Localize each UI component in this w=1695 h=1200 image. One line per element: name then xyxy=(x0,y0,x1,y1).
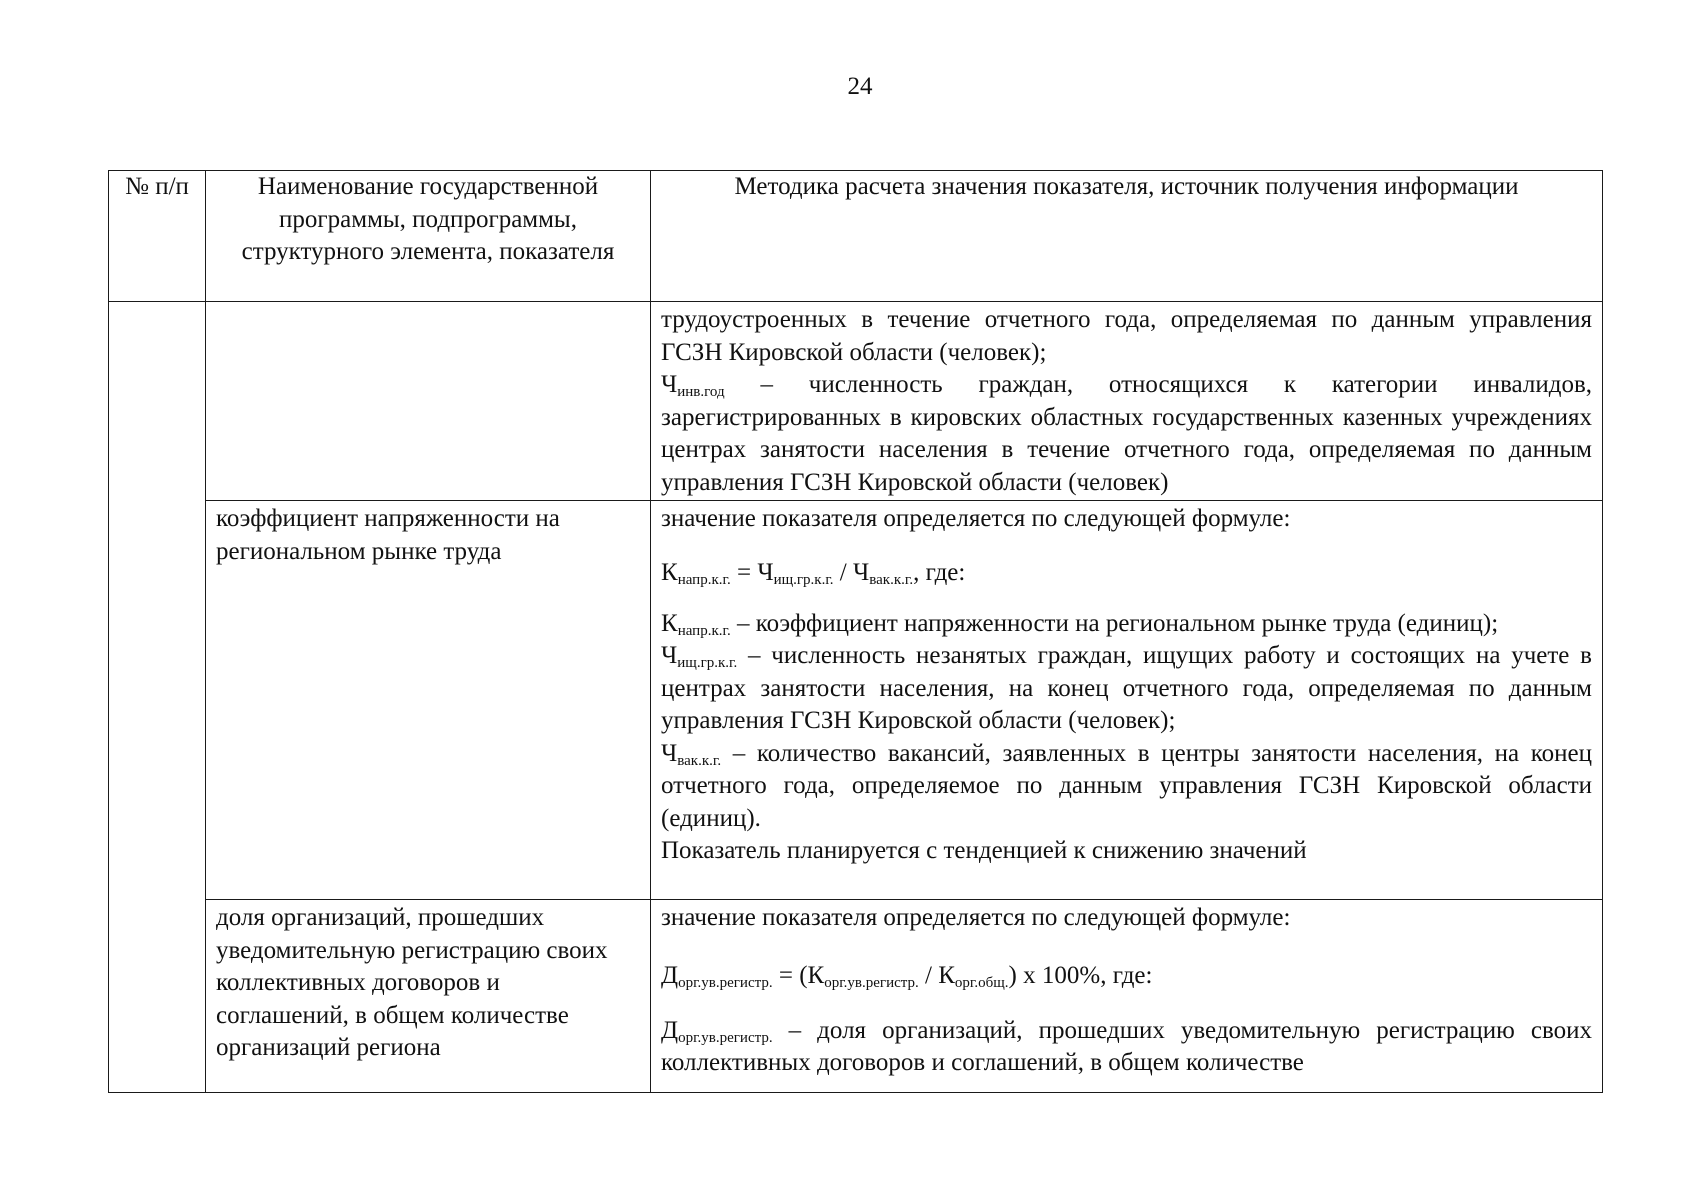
page-number: 24 xyxy=(847,73,873,100)
row2-definition-2: $Ч_{ищ.гр.к.г.}$ – численность незанятых граждан, ищущих работу и состоящих на учете в центрах занятости населения, на конец отчетного года, определяемая по данным управления ГСЗН Кировской области (человек); xyxy=(661,642,1592,734)
row3-intro: значение показателя определяется по следующей формуле: xyxy=(661,904,1291,931)
table-row xyxy=(109,302,1603,501)
table-header-row xyxy=(109,171,1603,302)
row2-definition-3: $Ч_{вак.к.г.}$ – количество вакансий, заявленных в центры занятости населения, на конец отчетного года, определяемое по данным управления ГСЗН Кировской области (единиц). xyxy=(661,739,1592,832)
table-row xyxy=(109,900,1603,1093)
row3-definition-1: $Д_{орг.ув.регистр.}$ – доля организаций, прошедших уведомительную регистрацию своих коллективных договоров и соглашений, в общем количестве xyxy=(661,1016,1592,1076)
row2-method-cell xyxy=(651,501,1603,900)
row2-note: Показатель планируется с тенденцией к снижению значений xyxy=(661,837,1307,864)
row2-name-cell xyxy=(206,501,651,900)
row2-name: коэффициент напряженности на региональном рынке труда xyxy=(216,505,560,565)
row2-intro: значение показателя определяется по следующей формуле: xyxy=(661,505,1291,532)
header-name: Наименование государственной программы, подпрограммы, структурного элемента, показателя xyxy=(206,171,651,302)
row1-paragraph-1: трудоустроенных в течение отчетного года, определяемая по данным управления ГСЗН Кировской области (человек); xyxy=(661,306,1592,366)
table-row xyxy=(109,501,1603,900)
symbol-subscript: инв.год xyxy=(677,384,725,400)
row-number-cell xyxy=(109,302,206,1093)
row3-formula: $Д_{орг.ув.регистр.} = (К_{орг.ув.регистр.} / К_{орг.общ.})$ х 100%, где: xyxy=(661,961,1153,991)
row1-name-cell xyxy=(206,302,651,501)
indicator-table xyxy=(108,170,1603,1093)
symbol-ch: Ч xyxy=(661,371,678,398)
row1-paragraph-2 xyxy=(661,369,1592,499)
header-number: № п/п xyxy=(109,171,206,302)
row2-definition-1: $К_{напр.к.г.}$ – коэффициент напряженности на региональном рынке труда (единиц); xyxy=(661,609,1499,639)
row3-name: доля организаций, прошедших уведомительную регистрацию своих коллективных договоров и соглашений, в общем количестве организаций региона xyxy=(216,904,608,1061)
row1-method-cell xyxy=(651,302,1603,501)
row3-name-cell xyxy=(206,900,651,1093)
definition-text: – численность граждан, относящихся к категории инвалидов, зарегистрированных в кировских областных государственных казенных учреждениях центрах занятости населения в течение отчетного года, определяемая по данным управления ГСЗН Кировской области (человек) xyxy=(661,371,1592,496)
header-method: Методика расчета значения показателя, источник получения информации xyxy=(651,171,1603,302)
row2-formula: $К_{напр.к.г.} = Ч_{ищ.гр.к.г.} / Ч_{вак.к.г.}$, где: xyxy=(661,558,966,588)
row3-method-cell xyxy=(651,900,1603,1093)
